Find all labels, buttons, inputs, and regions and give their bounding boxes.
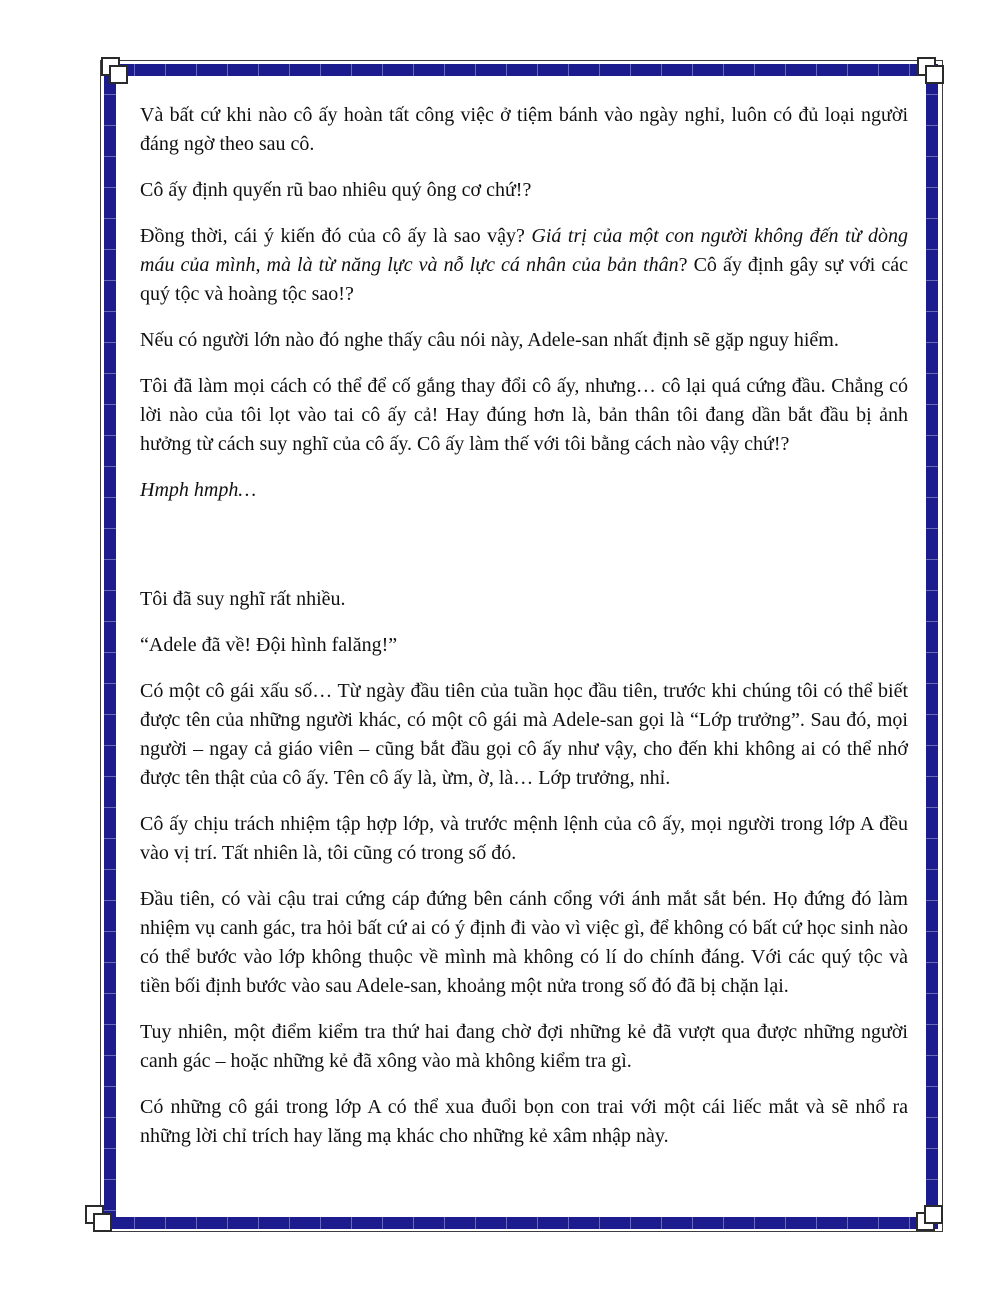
- corner-ornament-square-icon: [93, 1213, 112, 1232]
- text-run: ? Cô ấy định gây sự với các quý tộc và hoàng tộc sao!?: [140, 254, 909, 305]
- paragraph: [140, 176, 908, 205]
- paragraph: [140, 476, 908, 505]
- paragraph: [140, 585, 908, 614]
- italic-text-run: Hmph hmph…: [140, 479, 257, 501]
- text-run: “Adele đã về! Đội hình falăng!”: [140, 634, 398, 656]
- paragraph: [140, 1018, 908, 1076]
- scene-break: [140, 522, 908, 568]
- text-run: Đầu tiên, có vài cậu trai cứng cáp đứng bên cánh cổng với ánh mắt sắt bén. Họ đứng đó làm nhiệm vụ canh gác, tra hỏi bất cứ ai có ý định đi vào vì việc gì, để không có bất cứ học sinh nào có thể bước vào lớp không thuộc về mình mà không có lí do chính đáng. Với các quý tộc và tiền bối định bước vào sau Adele-san, khoảng một nửa trong số đó đã bị chặn lại.: [140, 888, 908, 997]
- document-body: [140, 84, 908, 1151]
- text-run: Tôi đã suy nghĩ rất nhiều.: [140, 588, 346, 610]
- text-run: Tuy nhiên, một điểm kiểm tra thứ hai đang chờ đợi những kẻ đã vượt qua được những người canh gác – hoặc những kẻ đã xông vào mà không kiểm tra gì.: [140, 1021, 908, 1072]
- text-run: Tôi đã làm mọi cách có thể để cố gắng thay đổi cô ấy, nhưng… cô lại quá cứng đầu. Chẳng có lời nào của tôi lọt vào tai cô ấy cả! Hay đúng hơn là, bản thân tôi đang dần bắt đầu bị ảnh hưởng từ cách suy nghĩ của cô ấy. Cô ấy làm thế với tôi bằng cách nào vậy chứ!?: [140, 375, 908, 455]
- paragraph: [140, 677, 908, 793]
- paragraph: [140, 885, 908, 1001]
- corner-ornament-square-icon: [925, 65, 944, 84]
- page-border-band-top: [104, 64, 938, 76]
- text-run: Có những cô gái trong lớp A có thể xua đuổi bọn con trai với một cái liếc mắt và sẽ nhổ ra những lời chỉ trích hay lăng mạ khác cho những kẻ xâm nhập này.: [140, 1096, 908, 1147]
- corner-ornament-square-icon: [109, 65, 128, 84]
- italic-text-run: Giá trị của một con người không đến từ dòng máu của mình, mà là từ năng lực và nỗ lực cá nhân của bản thân: [140, 225, 909, 276]
- text-run: Cô ấy định quyến rũ bao nhiêu quý ông cơ chứ!?: [140, 179, 532, 201]
- corner-ornament-square-icon: [924, 1205, 943, 1224]
- paragraph: [140, 1093, 908, 1151]
- paragraph: [140, 101, 908, 159]
- text-run: Có một cô gái xấu số… Từ ngày đầu tiên của tuần học đầu tiên, trước khi chúng tôi có thể biết được tên của những người khác, có một cô gái mà Adele-san gọi là “Lớp trưởng”. Sau đó, mọi người – ngay cả giáo viên – cũng bắt đầu gọi cô ấy như vậy, cho đến khi không ai có thể nhớ được tên thật của cô ấy. Tên cô ấy là, ừm, ờ, là… Lớp trưởng, nhỉ.: [140, 680, 908, 789]
- paragraph: [140, 631, 908, 660]
- page-border-band-left: [104, 64, 116, 1229]
- page-border-band-right: [926, 64, 938, 1229]
- text-run: Nếu có người lớn nào đó nghe thấy câu nói này, Adele-san nhất định sẽ gặp nguy hiểm.: [140, 329, 839, 351]
- text-run: Đồng thời, cái ý kiến đó của cô ấy là sao vậy?: [140, 225, 532, 247]
- text-run: Cô ấy chịu trách nhiệm tập hợp lớp, và trước mệnh lệnh của cô ấy, mọi người trong lớp A đều vào vị trí. Tất nhiên là, tôi cũng có trong số đó.: [140, 813, 908, 864]
- page-border-band-bottom: [104, 1217, 938, 1229]
- paragraph: [140, 810, 908, 868]
- paragraph: [140, 372, 908, 459]
- paragraph: [140, 222, 908, 309]
- paragraph: [140, 326, 908, 355]
- text-run: Và bất cứ khi nào cô ấy hoàn tất công việc ở tiệm bánh vào ngày nghỉ, luôn có đủ loại người đáng ngờ theo sau cô.: [140, 104, 908, 155]
